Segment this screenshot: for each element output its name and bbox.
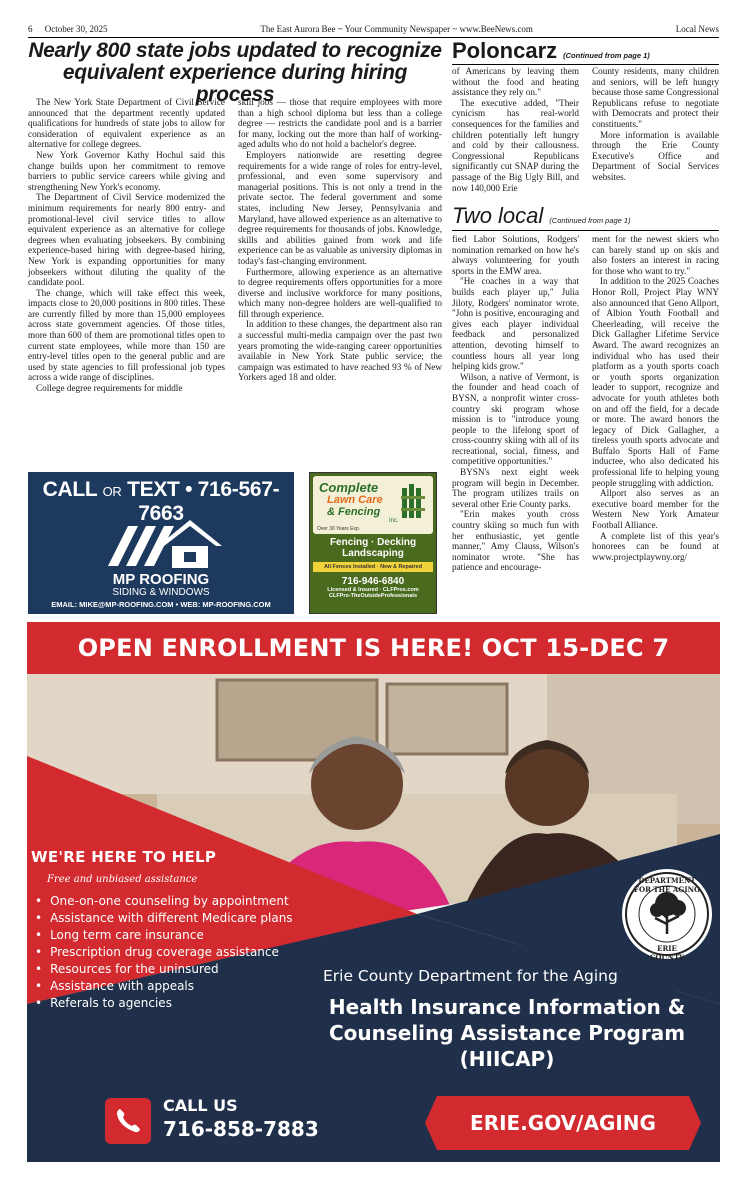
paragraph: Furthermore, allowing experience as an alternative to degree requirements offers opportunities for a more diverse and inclusive workforce for many positions, which many non-degree holders are well-qualified to fill through experience. <box>238 266 442 319</box>
brand-lawncare: Lawn Care <box>327 494 383 506</box>
licensed-line: Licensed & Insured · CLFPros.com <box>327 587 419 593</box>
company-name: MP ROOFING <box>112 571 210 588</box>
seal-top-text: DEPARTMENT FOR THE AGING <box>634 876 700 894</box>
program-line-2: Counseling Assistance Program <box>328 1021 686 1045</box>
page-number: 6 <box>28 24 33 34</box>
rule <box>452 230 719 231</box>
poloncarz-column-2 <box>592 66 719 183</box>
rule <box>452 64 719 65</box>
paragraph: fied Labor Solutions, Rodgers' nomination remarked on how he's always volunteering for youth sports in the EMW area. <box>452 234 579 276</box>
seal-bottom-text: ERIE COUNTY <box>649 944 685 962</box>
paragraph: The New York State Department of Civil Service announced that the department recently updated qualifications for hundreds of state jobs to allow for consideration of equivalent experience as an alternative for college degrees. <box>28 97 225 150</box>
continued-note: (Continued from page 1) <box>563 51 650 60</box>
poloncarz-column-1 <box>452 66 579 193</box>
fences-band: All Fences Installed · New & Repaired <box>313 562 433 572</box>
poloncarz-heading: Poloncarz <box>452 38 558 63</box>
help-subtitle: Free and unbiased assistance <box>47 874 198 885</box>
poloncarz-title <box>452 38 650 64</box>
brand-complete: Complete <box>319 480 379 495</box>
paragraph: "Erin makes youth cross country skiing so much fun with her enthusiastic, yet gentle manner," Amy Clauss, Wilson's nominator wrote. "She has patience and encourage- <box>452 509 579 573</box>
mp-roofing-ad[interactable] <box>28 472 294 614</box>
section-name: Local News <box>675 24 719 34</box>
article1-column-1 <box>28 97 225 394</box>
list-item: • One-on-one counseling by appointment <box>35 893 293 910</box>
list-item: • Assistance with different Medicare plans <box>35 910 293 927</box>
help-title: WE'RE HERE TO HELP <box>31 848 217 866</box>
paragraph: "He coaches in a way that builds each player up," Julia Jiloty, Rodgers' nominator wrote. "John is positive, encouraging and gives each player individual feedback and personalized attention, devoting himself to countless hours all year long helping kids grow." <box>452 276 579 372</box>
paragraph: County residents, many children and seniors, will be left hungry because those same Congressional Republicans refuse to negotiate with Democrats and protect their constituents." <box>592 66 719 129</box>
program-line-3: (HIICAP) <box>459 1047 555 1071</box>
facebook-handle: CLFPro-TheOutsideProfessionals <box>328 593 417 599</box>
paragraph: A complete list of this year's honorees can be found at www.projectplaywny.org/ <box>592 530 719 562</box>
lawn-phone[interactable]: 716-946-6840 <box>341 576 405 587</box>
twolocal-column-1 <box>452 234 579 573</box>
list-item: • Prescription drug coverage assistance <box>35 944 293 961</box>
paragraph: New York Governor Kathy Hochul said this change builds upon her commitment to remove barriers to public service careers while giving and strengthening New York's economy. <box>28 149 225 192</box>
lawn-care-ad[interactable] <box>309 472 437 614</box>
paragraph: In addition to the 2025 Coaches Honor Roll, Project Play WNY also announced that Geno Allport, of Albion Youth Football and Cheerleading, will receive the Dick Gallagher Lifetime Service Award. The award recognizes an individual who has used their platform as a youth sports coach or youth sports organization leader to support, recognize and advocate for youth athletes both on and off the field, for a decade or more. The award honors the legacy of Dick Gallagher, a tireless youth sports advocate and Buffalo Sports Hall of Fame inductee, who also dedicated his professional life to helping young people struggling with addiction. <box>592 276 719 488</box>
list-item: • Assistance with appeals <box>35 978 293 995</box>
experience: Over 30 Years Exp. <box>317 526 361 532</box>
issue-date: October 30, 2025 <box>44 24 108 34</box>
continued-note: (Continued from page 1) <box>549 216 631 225</box>
company-contact[interactable]: EMAIL: MIKE@MP-ROOFING.COM • WEB: MP-ROOFING.COM <box>51 600 271 609</box>
paragraph: The Department of Civil Service modernized the minimum requirements for nearly 800 entry- and promotional-level civil service titles to allow equivalent experience as an alternative for college degrees when evaluating jobseekers. By combining experience-based hiring with degree-based hiring, New York is expanding opportunities for many jobseekers without diluting the quality of the candidate pool. <box>28 192 225 288</box>
program-name <box>297 994 717 1072</box>
text-phone: TEXT • 716-567-7663 <box>127 478 280 525</box>
paragraph: ment for the newest skiers who can barely stand up on skis and also fosters an interest in racing for those who want to try." <box>592 234 719 276</box>
call-number[interactable]: 716-858-7883 <box>163 1117 319 1141</box>
twolocal-heading: Two local <box>452 203 544 228</box>
phone-icon <box>105 1098 151 1144</box>
page-header <box>28 24 719 38</box>
paragraph: The executive added, "Their cynicism has real-world consequences for the families and children potentially left hungry and cold by their callousness. Congressional Republicans significantly cut SNAP during the passage of the Big Ugly Bill, and now 140,000 Erie <box>452 97 579 193</box>
paragraph: skill jobs — those that require employees with more than a high school diploma but less than a college degree — restricts the candidate pool and is a barrier for many, locking out the more than half of working-aged adults who do not hold a bachelor's degree. <box>238 97 442 150</box>
twolocal-title <box>452 203 631 229</box>
brand-inc: Inc. <box>389 518 399 524</box>
call-word: CALL <box>42 478 98 501</box>
paragraph: The change, which will take effect this week, impacts close to 20,000 positions in 800 titles. These are currently filled by more than 15,000 employees across state government agencies. Of those titles, more than 600 of them are promotional titles open to current state employees, while more than 150 are entry-level titles open to the general public and are used by state agencies to fill professional job types across a wide range of disciplines. <box>28 287 225 383</box>
paragraph: Employers nationwide are resetting degree requirements for a wide range of roles for entry-level, professional, and even some supervisory and managerial positions. This is not only a trend in the private sector. The federal government and some states, including New Jersey, Pennsylvania and Maryland, have allowed experience as an alternative to degree requirements for thousands of jobs. Knowledge, skills and abilities gained from work and life experience can be as valuable as university diplomas in today's fast-changing environment. <box>238 149 442 266</box>
department-name: Erie County Department for the Aging <box>323 967 618 985</box>
lawn-logo <box>313 476 433 534</box>
article1-column-2 <box>238 97 442 383</box>
header-left <box>28 24 118 35</box>
paragraph: In addition to these changes, the department also ran a successful multi-media campaign over the past two years promoting the wide-ranging career opportunities available in New York State public service; the campaign was estimated to have reached 93 % of New Yorkers aged 18 and older. <box>238 319 442 383</box>
services-list <box>35 893 293 1012</box>
paragraph: College degree requirements for middle <box>36 383 183 394</box>
article-headline: Nearly 800 state jobs updated to recognize equivalent experience during hiring process <box>28 39 442 106</box>
company-subtitle: SIDING & WINDOWS <box>112 587 210 598</box>
services-line-2: Landscaping <box>342 548 404 559</box>
paragraph: Allport also serves as an executive board member for the Western New York Amateur Football Alliance. <box>592 488 719 531</box>
twolocal-column-2 <box>592 234 719 562</box>
list-item: • Resources for the uninsured <box>35 961 293 978</box>
paragraph: BYSN's next eight week program will begin in December. The program utilizes trails on several other Erie County parks. <box>452 467 579 509</box>
services-line-1: Fencing · Decking <box>329 537 417 548</box>
house-logo-icon <box>98 516 228 570</box>
brand-fencing: & Fencing <box>327 506 381 518</box>
list-item: • Referals to agencies <box>35 995 293 1012</box>
fence-icon <box>401 482 427 518</box>
paragraph: of Americans by leaving them without the food and heating assistance they rely on." <box>452 66 579 98</box>
or-word: OR <box>102 484 122 499</box>
paragraph: More information is available through the Erie County Executive's Office and Department of Social Services websites. <box>592 129 719 182</box>
program-line-1: Health Insurance Information & <box>328 995 686 1019</box>
call-us-label: CALL US <box>163 1096 238 1115</box>
website-link[interactable]: ERIE.GOV/AGING <box>470 1111 656 1135</box>
paragraph: Wilson, a native of Vermont, is the founder and head coach of BYSN, a nonprofit winter cross-country ski program whose mission is to "introduce young people to the lifelong sport of cross-country skiing with all of its recreational, social, fitness, and competitive opportunities." <box>452 371 579 467</box>
open-enrollment-banner: OPEN ENROLLMENT IS HERE! OCT 15-DEC 7 <box>27 622 720 674</box>
list-item: • Long term care insurance <box>35 927 293 944</box>
paper-name: The East Aurora Bee ~ Your Community Newspaper ~ www.BeeNews.com <box>260 24 533 34</box>
aging-ad[interactable] <box>27 622 720 1162</box>
